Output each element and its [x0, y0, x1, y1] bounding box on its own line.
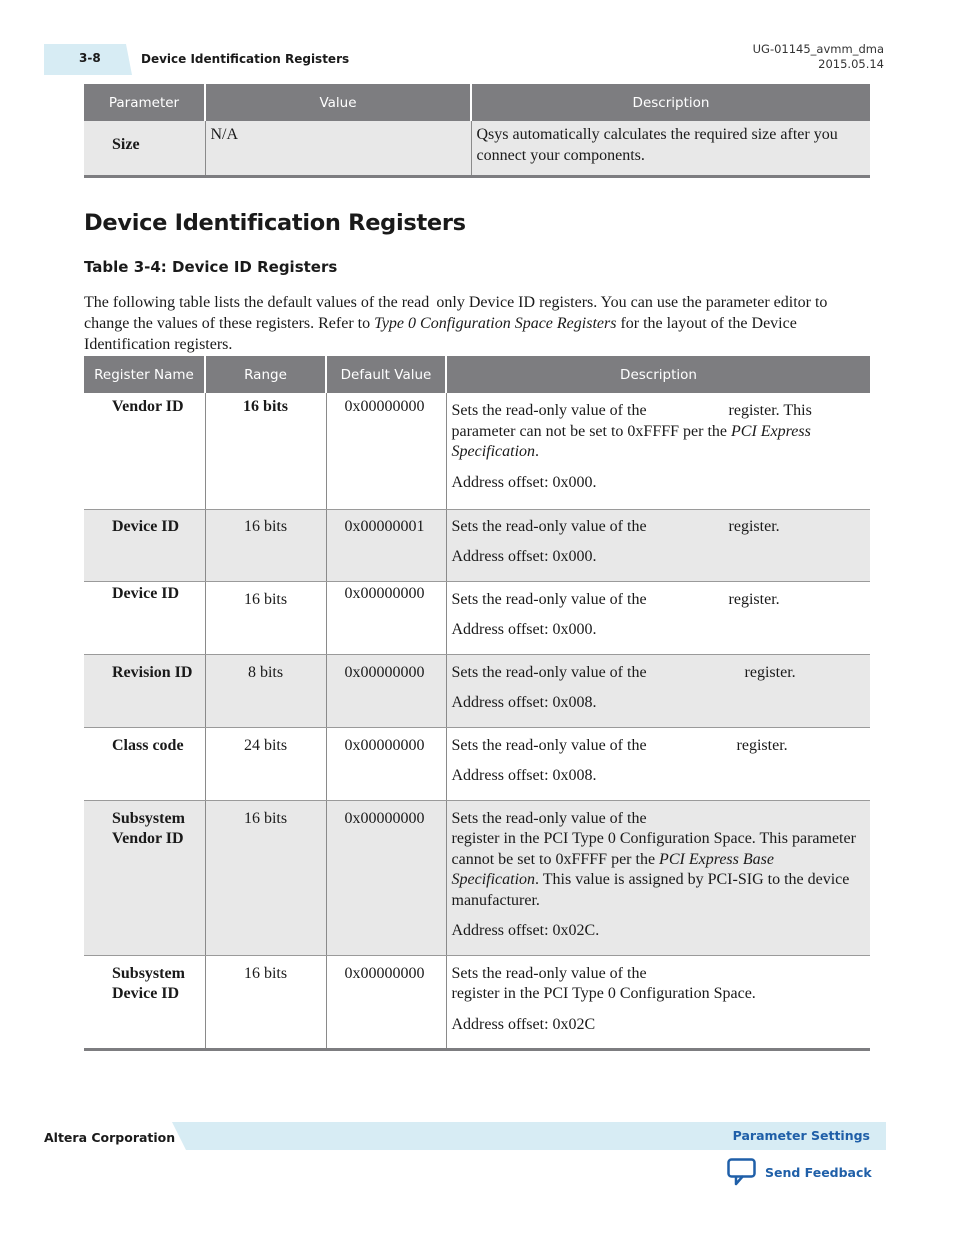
register-default: 0x00000000: [326, 654, 446, 727]
register-name: Subsystem Vendor ID: [84, 800, 205, 955]
register-default: 0x00000000: [326, 727, 446, 800]
table-row: [84, 581, 870, 654]
register-range: 16 bits: [205, 509, 326, 581]
table-row: [84, 509, 870, 581]
send-feedback-link[interactable]: [727, 1158, 872, 1186]
register-default: 0x00000000: [326, 955, 446, 1049]
register-description: [446, 654, 870, 727]
description-text: Sets the read-only value of the register in the PCI Type 0 Configuration Space.: [451, 964, 756, 1002]
table-header-row: [84, 356, 870, 393]
register-name: Device ID: [84, 509, 205, 581]
description-text: Sets the read-only value of the register.: [451, 663, 796, 681]
address-offset: Address offset: 0x008.: [451, 694, 597, 711]
param-name: Size: [84, 121, 205, 176]
device-id-table: [84, 356, 870, 1051]
address-offset: Address offset: 0x000.: [451, 473, 597, 491]
company-name: Altera Corporation: [44, 1130, 176, 1145]
table-row: [84, 654, 870, 727]
speech-bubble-icon: [727, 1158, 757, 1186]
register-range: 8 bits: [205, 654, 326, 727]
register-description: [446, 581, 870, 654]
section-title: Device Identification Registers: [84, 210, 466, 236]
register-name: Class code: [84, 727, 205, 800]
table-row: [84, 955, 870, 1049]
address-offset: Address offset: 0x000.: [451, 548, 597, 565]
param-description: Qsys automatically calculates the required size after you connect your components.: [471, 121, 870, 176]
address-offset: Address offset: 0x008.: [451, 767, 597, 784]
register-range: 24 bits: [205, 727, 326, 800]
param-value: N/A: [205, 121, 471, 176]
register-name: Revision ID: [84, 654, 205, 727]
col-header-description: Description: [471, 84, 870, 121]
register-description: [446, 955, 870, 1049]
description-text: Sets the read-only value of the register.: [451, 517, 780, 535]
description-text: Sets the read-only value of the register. This parameter can not be set to 0xFFFF per the PCI Express Specification.: [451, 402, 812, 460]
description-text: Sets the read-only value of the register.: [451, 736, 788, 754]
register-name: Subsystem Device ID: [84, 955, 205, 1049]
intro-paragraph: [84, 292, 870, 355]
col-header-parameter: Parameter: [84, 84, 205, 121]
register-range: 16 bits: [205, 393, 326, 509]
register-description: [446, 800, 870, 955]
register-description: [446, 509, 870, 581]
address-offset: Address offset: 0x02C: [451, 1015, 596, 1033]
doc-date: 2015.05.14: [818, 57, 884, 71]
address-offset: Address offset: 0x02C.: [451, 922, 600, 939]
doc-id: UG-01145_avmm_dma: [752, 42, 884, 56]
section-link[interactable]: Parameter Settings: [732, 1128, 870, 1143]
register-name: Device ID: [84, 581, 205, 654]
description-text: Sets the read-only value of the register.: [451, 590, 780, 608]
col-header-range: Range: [205, 356, 326, 393]
col-header-value: Value: [205, 84, 471, 121]
running-title: Device Identification Registers: [141, 52, 350, 66]
table-row: [84, 800, 870, 955]
col-header-default-value: Default Value: [326, 356, 446, 393]
parameter-table: [84, 84, 870, 178]
doc-info: [753, 42, 884, 72]
intro-text: The following table lists the default values of the read only Device ID registers. You can use the parameter editor to change the values of these registers. Refer to: [84, 294, 828, 332]
page-number: 3-8: [79, 51, 101, 65]
table-row: [84, 121, 870, 176]
register-default: 0x00000000: [326, 800, 446, 955]
send-feedback-label: Send Feedback: [765, 1164, 872, 1180]
register-default: 0x00000001: [326, 509, 446, 581]
register-description: [446, 393, 870, 509]
address-offset: Address offset: 0x000.: [451, 621, 597, 638]
register-description: [446, 727, 870, 800]
table-header-row: [84, 84, 870, 121]
register-name: Vendor ID: [84, 393, 205, 509]
description-text: Sets the read-only value of the register in the PCI Type 0 Configuration Space. This parameter cannot be set to 0xFFFF per the PCI Express Base Specification. This value is assigned by PCI-SIG to the device manufacturer.: [451, 809, 856, 909]
table-caption: Table 3-4: Device ID Registers: [84, 258, 338, 276]
intro-text-end: for the layout of the Device Identification registers.: [84, 315, 797, 353]
col-header-description: Description: [446, 356, 870, 393]
col-header-register-name: Register Name: [84, 356, 205, 393]
register-range: 16 bits: [205, 581, 326, 654]
register-default: 0x00000000: [326, 393, 446, 509]
register-range: 16 bits: [205, 800, 326, 955]
table-row: [84, 727, 870, 800]
register-default: 0x00000000: [326, 581, 446, 654]
intro-reference: Type 0 Configuration Space Registers: [374, 315, 617, 332]
register-range: 16 bits: [205, 955, 326, 1049]
table-row: [84, 393, 870, 509]
